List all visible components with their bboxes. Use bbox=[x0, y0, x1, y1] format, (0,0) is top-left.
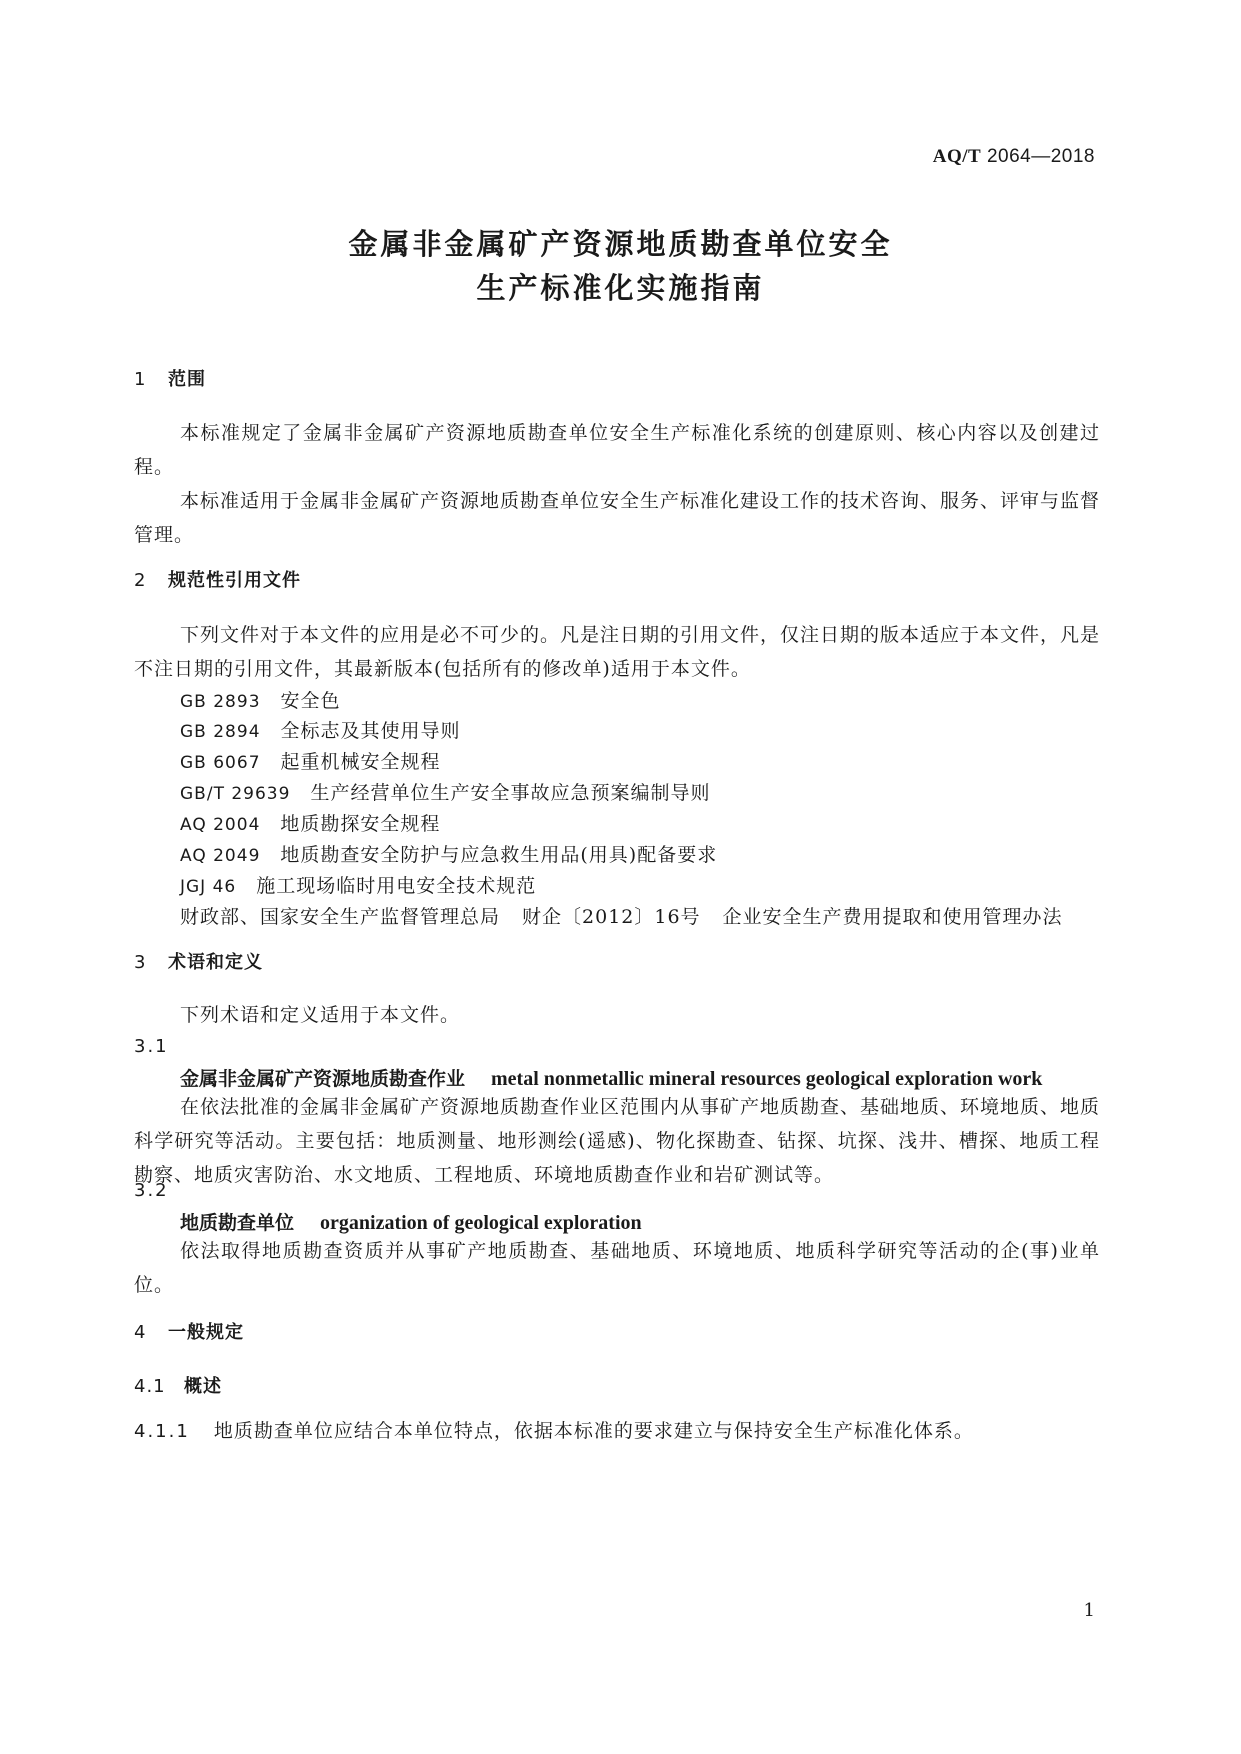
reference-code: AQ 2049 bbox=[180, 846, 261, 866]
section-title: 规范性引用文件 bbox=[168, 570, 301, 591]
subsection-number: 4.1 bbox=[134, 1376, 166, 1397]
term-number: 3.2 bbox=[134, 1180, 169, 1201]
reference-title: 地质勘查安全防护与应急救生用品(用具)配备要求 bbox=[280, 844, 718, 866]
section-3-intro: 下列术语和定义适用于本文件。 bbox=[180, 1004, 461, 1026]
page-number: 1 bbox=[1083, 1600, 1095, 1621]
reference-item bbox=[180, 809, 440, 836]
reference-item bbox=[180, 686, 341, 713]
section-number: 4 bbox=[134, 1322, 147, 1343]
term-definition: 在依法批准的金属非金属矿产资源地质勘查作业区范围内从事矿产地质勘查、基础地质、环境地质、地质科学研究等活动。主要包括：地质测量、地形测绘(遥感)、物化探勘查、钻探、坑探、浅井、槽探、地质工程勘察、地质灾害防治、水文地质、工程地质、环境地质勘查作业和岩矿测试等。 bbox=[134, 1096, 1101, 1186]
section-2-heading bbox=[134, 566, 301, 592]
reference-code: GB 6067 bbox=[180, 753, 261, 773]
reference-title: 安全色 bbox=[280, 690, 341, 712]
section-title: 术语和定义 bbox=[168, 952, 263, 973]
reference-code: GB/T 29639 bbox=[180, 784, 291, 804]
section-number: 2 bbox=[134, 570, 147, 591]
section-number: 1 bbox=[134, 369, 147, 390]
clause-number: 4.1.1 bbox=[134, 1421, 190, 1442]
reference-title: 企业安全生产费用提取和使用管理办法 bbox=[722, 906, 1063, 928]
clause-text: 地质勘查单位应结合本单位特点，依据本标准的要求建立与保持安全生产标准化体系。 bbox=[213, 1420, 974, 1442]
section-1-heading bbox=[134, 365, 206, 391]
standard-prefix: AQ/T bbox=[932, 146, 982, 167]
reference-code: JGJ 46 bbox=[180, 877, 237, 897]
section-3-heading bbox=[134, 948, 263, 974]
term-heading bbox=[180, 1208, 642, 1235]
reference-item bbox=[180, 778, 710, 805]
reference-title: 施工现场临时用电安全技术规范 bbox=[256, 875, 537, 897]
term-definition: 依法取得地质勘查资质并从事矿产地质勘查、基础地质、环境地质、地质科学研究等活动的企(事)业单位。 bbox=[134, 1240, 1100, 1296]
term-number: 3.1 bbox=[134, 1036, 169, 1057]
reference-title: 地质勘探安全规程 bbox=[280, 813, 441, 835]
section-title: 一般规定 bbox=[168, 1322, 244, 1343]
reference-item bbox=[180, 840, 717, 867]
section-1-paragraph: 本标准适用于金属非金属矿产资源地质勘查单位安全生产标准化建设工作的技术咨询、服务、评审与监督管理。 bbox=[134, 490, 1101, 546]
section-number: 3 bbox=[134, 952, 147, 973]
reference-issuer: 财政部、国家安全生产监督管理总局 bbox=[180, 906, 501, 928]
document-title-line-1: 金属非金属矿产资源地质勘查单位安全 bbox=[348, 227, 893, 261]
term-zh: 金属非金属矿产资源地质勘查作业 bbox=[180, 1068, 466, 1090]
subsection-title: 概述 bbox=[184, 1376, 222, 1397]
term-en: metal nonmetallic mineral resources geological exploration work bbox=[491, 1068, 1043, 1090]
reference-code: GB 2893 bbox=[180, 692, 261, 712]
document-title-line-2: 生产标准化实施指南 bbox=[476, 271, 765, 305]
standard-code bbox=[933, 146, 1095, 168]
clause-4-1-1 bbox=[134, 1416, 974, 1443]
term-heading bbox=[180, 1064, 1042, 1091]
term-en: organization of geological exploration bbox=[320, 1212, 642, 1234]
reference-item-last bbox=[180, 902, 1063, 929]
reference-code: GB 2894 bbox=[180, 722, 261, 742]
section-2-intro: 下列文件对于本文件的应用是必不可少的。凡是注日期的引用文件，仅注日期的版本适应于本文件，凡是不注日期的引用文件，其最新版本(包括所有的修改单)适用于本文件。 bbox=[134, 624, 1101, 680]
reference-item bbox=[180, 747, 441, 774]
reference-item bbox=[180, 871, 536, 898]
section-title: 范围 bbox=[168, 369, 206, 390]
reference-doc-number: 财企〔2012〕16号 bbox=[522, 906, 701, 928]
section-1-paragraph: 本标准规定了金属非金属矿产资源地质勘查单位安全生产标准化系统的创建原则、核心内容以及创建过程。 bbox=[134, 422, 1100, 478]
term-zh: 地质勘查单位 bbox=[180, 1212, 295, 1234]
subsection-4-1-heading bbox=[134, 1372, 222, 1398]
reference-code: AQ 2004 bbox=[180, 815, 261, 835]
standard-number: 2064—2018 bbox=[986, 146, 1095, 167]
reference-title: 生产经营单位生产安全事故应急预案编制导则 bbox=[310, 782, 711, 804]
reference-item bbox=[180, 716, 461, 743]
reference-title: 起重机械安全规程 bbox=[280, 751, 441, 773]
reference-title: 全标志及其使用导则 bbox=[280, 720, 461, 742]
section-4-heading bbox=[134, 1318, 244, 1344]
